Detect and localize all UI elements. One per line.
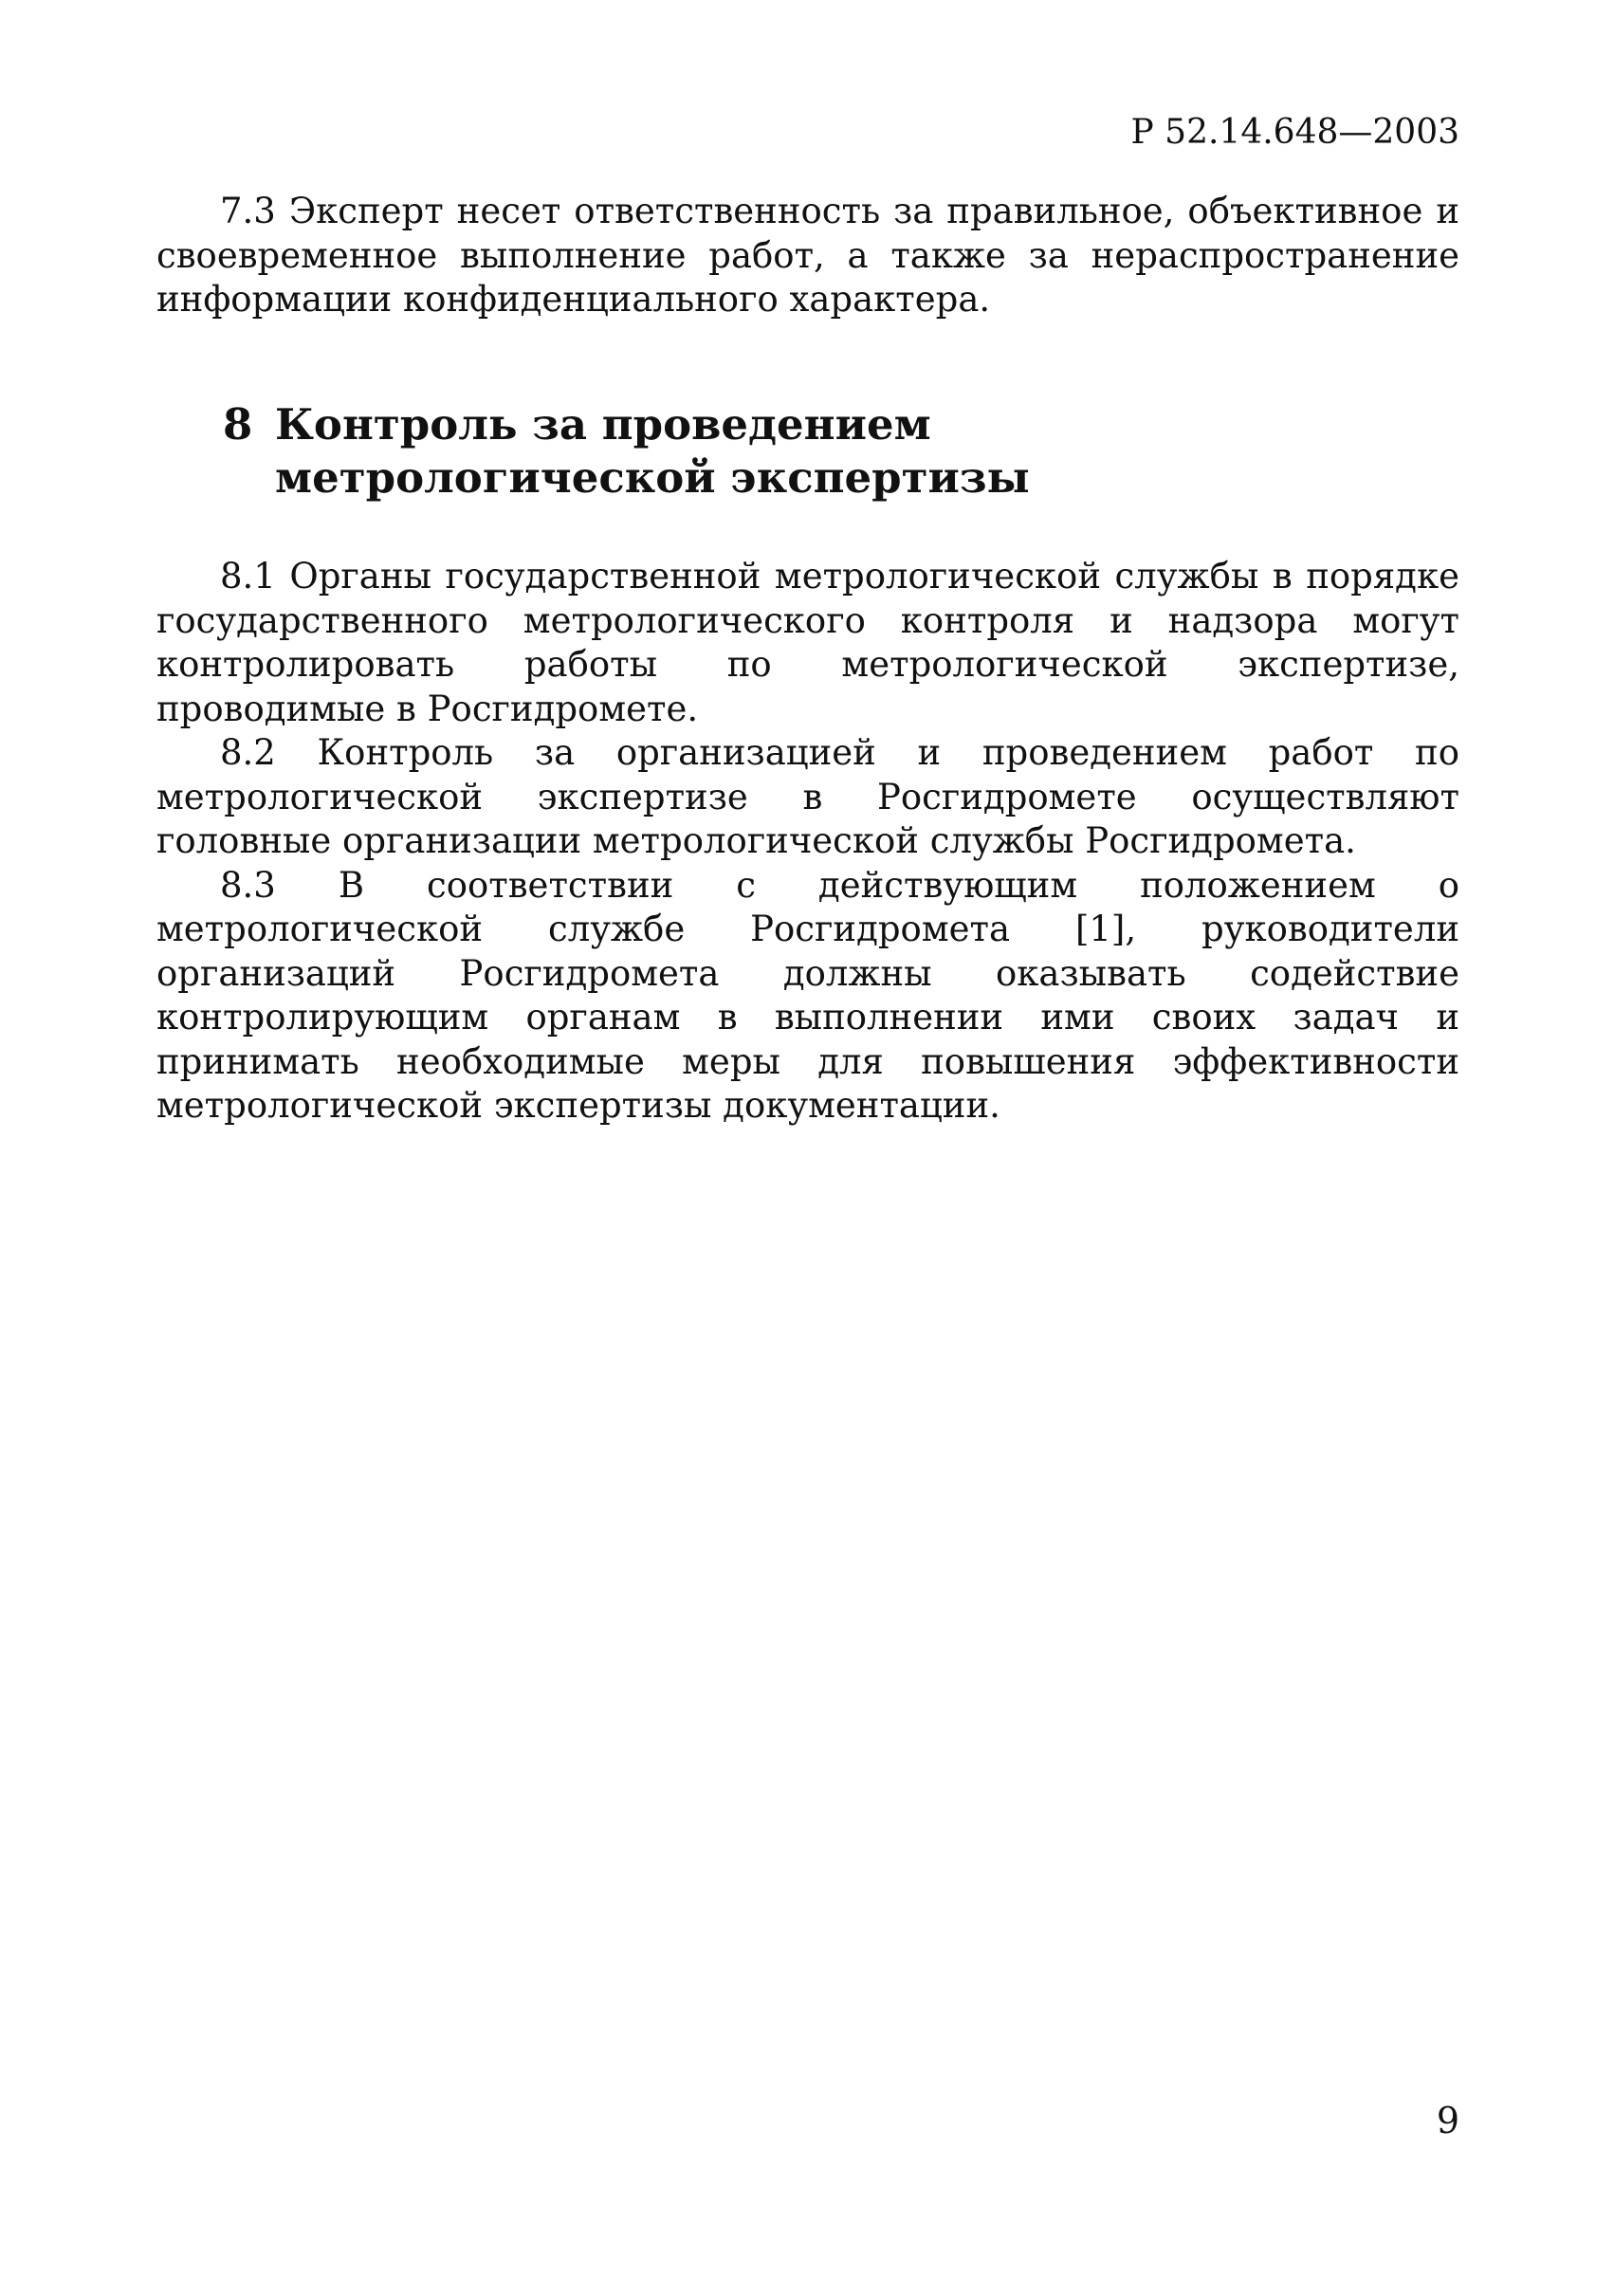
section-title-line-1: Контроль за проведением	[275, 399, 931, 450]
document-code: Р 52.14.648—2003	[1130, 113, 1459, 152]
paragraph-8-1: 8.1 Органы государственной метрологической службы в порядке государственного метрологического контроля и надзора могут контролировать работы по метрологической экспертизе, проводимые в Росгидромете.	[156, 556, 1459, 729]
paragraph-8-2: 8.2 Контроль за организацией и проведением работ по метрологической экспертизе в Росгидромете осуществляют головные организации метрологической службы Росгидромета.	[156, 732, 1459, 861]
paragraph-7-3: 7.3 Эксперт несет ответственность за правильное, объективное и своевременное выполнение работ, а также за нераспространение информации конфиденциального характера.	[156, 191, 1459, 320]
section-title-line-2: метрологической экспертизы	[275, 452, 1030, 503]
section-7-text	[156, 190, 1459, 322]
section-8-heading	[223, 398, 1171, 505]
paragraph-8-3: 8.3 В соответствии с действующим положением о метрологической службе Росгидромета [1], руководители организаций Росгидромета должны оказывать содействие контролирующим органам в выполнении ими своих задач и принимать необходимые меры для повышения эффективности метрологической экспертизы документации.	[156, 864, 1459, 1126]
section-number: 8	[223, 399, 253, 450]
section-8-text	[156, 555, 1459, 1129]
page-number: 9	[1436, 2100, 1459, 2141]
